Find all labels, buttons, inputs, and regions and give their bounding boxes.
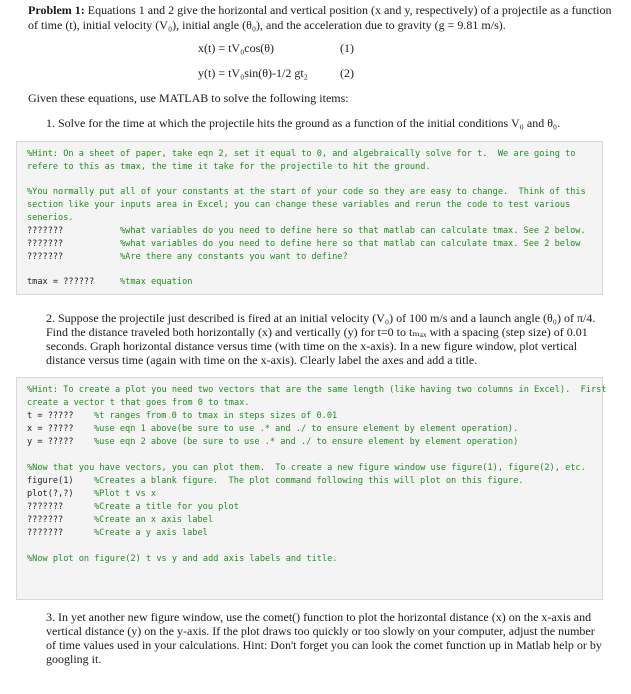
code-comment: %what variables do you need to define here so that matlab can calculate tmax. See 2 below. [120,226,586,236]
code-comment: %use eqn 1 above(be sure to use .* and ./ to ensure element by element operation). [94,424,519,434]
code-comment: %t ranges from 0 to tmax in steps sizes of 0.01 [94,411,338,421]
code-block-1 [16,141,603,295]
code-comment: %Now plot on figure(2) t vs y and add axis labels and title. [27,554,338,564]
item-1: 1. Solve for the time at which the projectile hits the ground as a function of the initial conditions V₀ and θ₀. [46,116,561,130]
given-text: Given these equations, use MATLAB to solve the following items: [28,91,349,105]
problem-intro: Equations 1 and 2 give the horizontal and vertical position (x and y, respectively) of a projectile as a function of time (t), initial velocity (V₀), initial angle (θ₀), and the acceleration due to gravity (g = 9.81 m/s). [28,3,612,32]
code-comment: %what variables do you need to define here so that matlab can calculate tmax. See 2 below [120,239,581,249]
code-comment: %Plot t vs x [94,489,157,499]
code-line: ??????? [27,528,64,538]
code-comment: %Are there any constants you want to define? [120,252,348,262]
code-comment: %Create an x axis label [94,515,213,525]
code-block-2 [16,377,607,600]
tmax-code: tmax = ?????? [27,277,95,287]
code-line: figure(1) [27,476,74,486]
code-comment: %You normally put all of your constants at the start of your code so they are easy to change. Think of this [27,187,586,197]
code-line: t = ????? [27,411,74,421]
code-line: y = ????? [27,437,74,447]
item-2: 2. Suppose the projectile just described is fired at an initial velocity (V₀) of 100 m/s and a launch angle (θ₀) of π/4. Find the distance traveled both horizontally (x) and vertically (y) for t=0 to tₘₐₓ with a spacing (step size) of 0.01 seconds. Graph horizontal distance versus time (with time on the x-axis). In a new figure window, plot vertical distance versus time (again with time on the x-axis). Clearly label the axes and add a title. [46,311,596,367]
code-comment: create a vector t that goes from 0 to tmax. [27,398,250,408]
equation-1 [198,41,274,56]
code-comment: %Now that you have vectors, you can plot them. To create a new figure window use figure(1), figure(2), etc. [27,463,586,473]
equation-2 [198,66,308,81]
code-comment: senerios. [27,213,74,223]
code-comment: %Hint: On a sheet of paper, take eqn 2, set it equal to 0, and algebraically solve for t. We are going to [27,149,576,159]
code-comment: %Create a y axis label [94,528,208,538]
problem-title: Problem 1: [28,3,85,17]
code-comment: %use eqn 2 above (be sure to use .* and ./ to ensure element by element operation) [94,437,519,447]
code-comment: %Create a title for you plot [94,502,239,512]
equation-2-number: (2) [340,66,354,80]
code-comment: %Hint: To create a plot you need two vectors that are the same length (like having two columns in Excel). First [27,385,607,395]
equation-1-expr: x(t) = tV₀cos(θ) [198,41,275,55]
tmax-comment: %tmax equation [120,277,193,287]
equation-1-number: (1) [340,41,354,55]
code-line: ??????? [27,226,64,236]
code-line: x = ????? [27,424,74,434]
code-line: ??????? [27,239,64,249]
item-3: 3. In yet another new figure window, use the comet() function to plot the horizontal distance (x) on the x-axis and vertical distance (y) on the y-axis. If the plot draws too quickly or too slowly on your computer, adjust the number of time values used in your calculations. Hint: Don't forget you can look the comet function up in Matlab help or by googling it. [46,610,602,666]
code-line: ??????? [27,252,64,262]
code-line: plot(?,?) [27,489,74,499]
problem-statement [28,3,613,33]
code-comment: %Creates a blank figure. The plot command following this will plot on this figure. [94,476,524,486]
code-comment: refere to this as tmax, the time it take for the projectile to hit the ground. [27,162,431,172]
code-comment: section like your inputs area in Excel; you can change these variables and rerun the code to test various [27,200,571,210]
code-line: ??????? [27,502,64,512]
equation-2-expr: y(t) = tV₀sin(θ)-1/2 gt₂ [198,66,308,80]
code-line: ??????? [27,515,64,525]
